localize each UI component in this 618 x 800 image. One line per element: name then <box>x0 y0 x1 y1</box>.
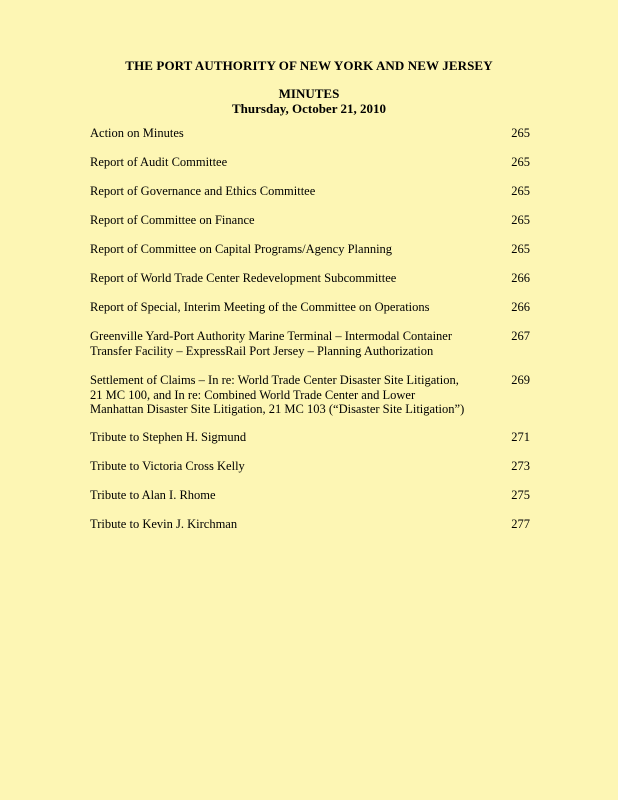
toc-item-text: Tribute to Alan I. Rhome <box>90 488 216 502</box>
toc-item-page: 265 <box>511 126 530 140</box>
toc-item-text: Report of Committee on Finance <box>90 213 255 227</box>
toc-item-page: 265 <box>511 184 530 198</box>
toc-item-text: Tribute to Victoria Cross Kelly <box>90 459 245 473</box>
toc-item-text: Report of World Trade Center Redevelopment Subcommittee <box>90 271 397 285</box>
toc-item-text: Report of Committee on Capital Programs/Agency Planning <box>90 242 393 256</box>
document-title-block <box>0 86 618 116</box>
toc-item-page: 267 <box>511 329 530 343</box>
toc-item-page: 265 <box>511 213 530 227</box>
toc-item-text: Report of Governance and Ethics Committee <box>90 184 316 198</box>
toc-item-page: 269 <box>511 373 530 387</box>
toc-item-page: 277 <box>511 517 530 531</box>
toc-item-text: Tribute to Stephen H. Sigmund <box>90 430 247 444</box>
toc-item-page: 266 <box>511 300 530 314</box>
toc-item-text: Action on Minutes <box>90 126 184 140</box>
toc-item-text: Settlement of Claims – In re: World Trade Center Disaster Site Litigation, 21 MC 100, and In re: Combined World Trade Center and Lower Manhattan Disaster Site Litigation, 21 MC 103 (“Disaster Site Litigation”) <box>90 373 465 416</box>
toc-item-page: 273 <box>511 459 530 473</box>
meeting-date: Thursday, October 21, 2010 <box>232 101 386 116</box>
toc-item-page: 265 <box>511 242 530 256</box>
toc-item-page: 266 <box>511 271 530 285</box>
document-title: MINUTES <box>278 86 340 101</box>
toc-item-page: 265 <box>511 155 530 169</box>
toc-item-text: Tribute to Kevin J. Kirchman <box>90 517 238 531</box>
toc-item-text: Report of Special, Interim Meeting of the Committee on Operations <box>90 300 430 314</box>
toc-item-text: Greenville Yard-Port Authority Marine Terminal – Intermodal Container Transfer Facility – ExpressRail Port Jersey – Planning Authorization <box>90 329 453 358</box>
toc-item-page: 271 <box>511 430 530 444</box>
toc-item-text: Report of Audit Committee <box>90 155 228 169</box>
organization-title: THE PORT AUTHORITY OF NEW YORK AND NEW JERSEY <box>125 58 493 73</box>
toc-item-page: 275 <box>511 488 530 502</box>
